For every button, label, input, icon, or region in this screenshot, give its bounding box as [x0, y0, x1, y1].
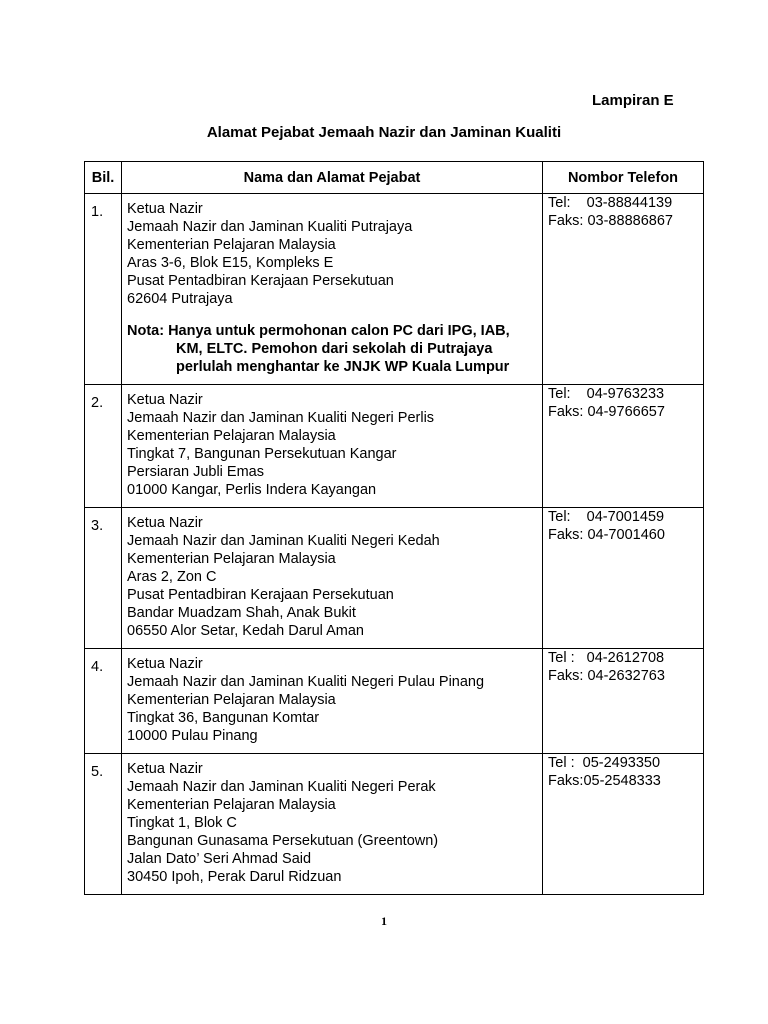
address-line: 01000 Kangar, Perlis Indera Kayangan [127, 482, 377, 498]
address-line: Kementerian Pelajaran Malaysia [127, 551, 336, 567]
telephone-number: Tel: 04-7001459 [548, 509, 665, 525]
table-row [85, 754, 704, 895]
address-line: Ketua Nazir [127, 515, 203, 531]
address-line: Jalan Dato’ Seri Ahmad Said [127, 851, 312, 867]
address-line: Bangunan Gunasama Persekutuan (Greentown) [127, 833, 439, 849]
address-line: Ketua Nazir [127, 201, 203, 217]
address-line: Pusat Pentadbiran Kerajaan Persekutuan [127, 587, 394, 603]
address-line: Tingkat 36, Bangunan Komtar [127, 710, 320, 726]
address-line: Pusat Pentadbiran Kerajaan Persekutuan [127, 273, 394, 289]
appendix-label: Lampiran E [592, 92, 674, 109]
telephone-number: Tel: 03-88844139 [548, 195, 673, 211]
address-line: Ketua Nazir [127, 656, 203, 672]
note-line: Nota: Hanya untuk permohonan calon PC dari IPG, IAB, [127, 323, 510, 339]
fax-number: Faks: 04-9766657 [548, 404, 665, 420]
address-line: Kementerian Pelajaran Malaysia [127, 237, 336, 253]
note-line: KM, ELTC. Pemohon dari sekolah di Putrajaya [176, 341, 493, 357]
phone-cell [543, 754, 704, 895]
address-line: Kementerian Pelajaran Malaysia [127, 428, 336, 444]
address-line: Ketua Nazir [127, 761, 203, 777]
phone-cell [543, 194, 704, 385]
table-row [85, 385, 704, 508]
note-line: perlulah menghantar ke JNJK WP Kuala Lumpur [176, 359, 510, 375]
address-line: 10000 Pulau Pinang [127, 728, 258, 744]
document-title: Alamat Pejabat Jemaah Nazir dan Jaminan Kualiti [206, 124, 562, 141]
telephone-number: Tel: 04-9763233 [548, 386, 665, 402]
column-header-address: Nama dan Alamat Pejabat [122, 162, 543, 194]
table-row [85, 649, 704, 754]
table-row [85, 194, 704, 385]
phone-cell [543, 649, 704, 754]
fax-number: Faks: 03-88886867 [548, 213, 673, 229]
address-line: Kementerian Pelajaran Malaysia [127, 692, 336, 708]
table-row [85, 508, 704, 649]
page-number: 1 [381, 914, 387, 928]
table-header-row [85, 162, 704, 194]
address-line: 06550 Alor Setar, Kedah Darul Aman [127, 623, 364, 639]
address-line: Jemaah Nazir dan Jaminan Kualiti Putrajaya [127, 219, 413, 235]
address-line: Kementerian Pelajaran Malaysia [127, 797, 336, 813]
office-address [122, 385, 543, 508]
office-note [127, 322, 538, 376]
fax-number: Faks: 04-7001460 [548, 527, 665, 543]
address-line: Jemaah Nazir dan Jaminan Kualiti Negeri Pulau Pinang [127, 674, 485, 690]
address-line: Ketua Nazir [127, 392, 203, 408]
address-line: 62604 Putrajaya [127, 291, 233, 307]
address-line: Jemaah Nazir dan Jaminan Kualiti Negeri Kedah [127, 533, 440, 549]
fax-number: Faks:05-2548333 [548, 773, 661, 789]
fax-number: Faks: 04-2632763 [548, 668, 665, 684]
row-number: 5. [85, 754, 122, 895]
telephone-number: Tel : 04-2612708 [548, 650, 665, 666]
address-line: 30450 Ipoh, Perak Darul Ridzuan [127, 869, 342, 885]
phone-cell [543, 385, 704, 508]
address-line: Jemaah Nazir dan Jaminan Kualiti Negeri Perak [127, 779, 436, 795]
row-number: 2. [85, 385, 122, 508]
telephone-number: Tel : 05-2493350 [548, 755, 661, 771]
office-address [122, 508, 543, 649]
address-line: Aras 3-6, Blok E15, Kompleks E [127, 255, 334, 271]
address-line: Tingkat 1, Blok C [127, 815, 237, 831]
address-line: Bandar Muadzam Shah, Anak Bukit [127, 605, 356, 621]
row-number: 4. [85, 649, 122, 754]
office-address [122, 754, 543, 895]
column-header-phone: Nombor Telefon [543, 162, 704, 194]
address-line: Persiaran Jubli Emas [127, 464, 264, 480]
column-header-no: Bil. [85, 162, 122, 194]
row-number: 3. [85, 508, 122, 649]
address-line: Jemaah Nazir dan Jaminan Kualiti Negeri Perlis [127, 410, 435, 426]
address-line: Aras 2, Zon C [127, 569, 217, 585]
row-number: 1. [85, 194, 122, 385]
address-line: Tingkat 7, Bangunan Persekutuan Kangar [127, 446, 397, 462]
office-address [122, 649, 543, 754]
office-table [84, 161, 704, 895]
office-address [122, 194, 543, 385]
phone-cell [543, 508, 704, 649]
